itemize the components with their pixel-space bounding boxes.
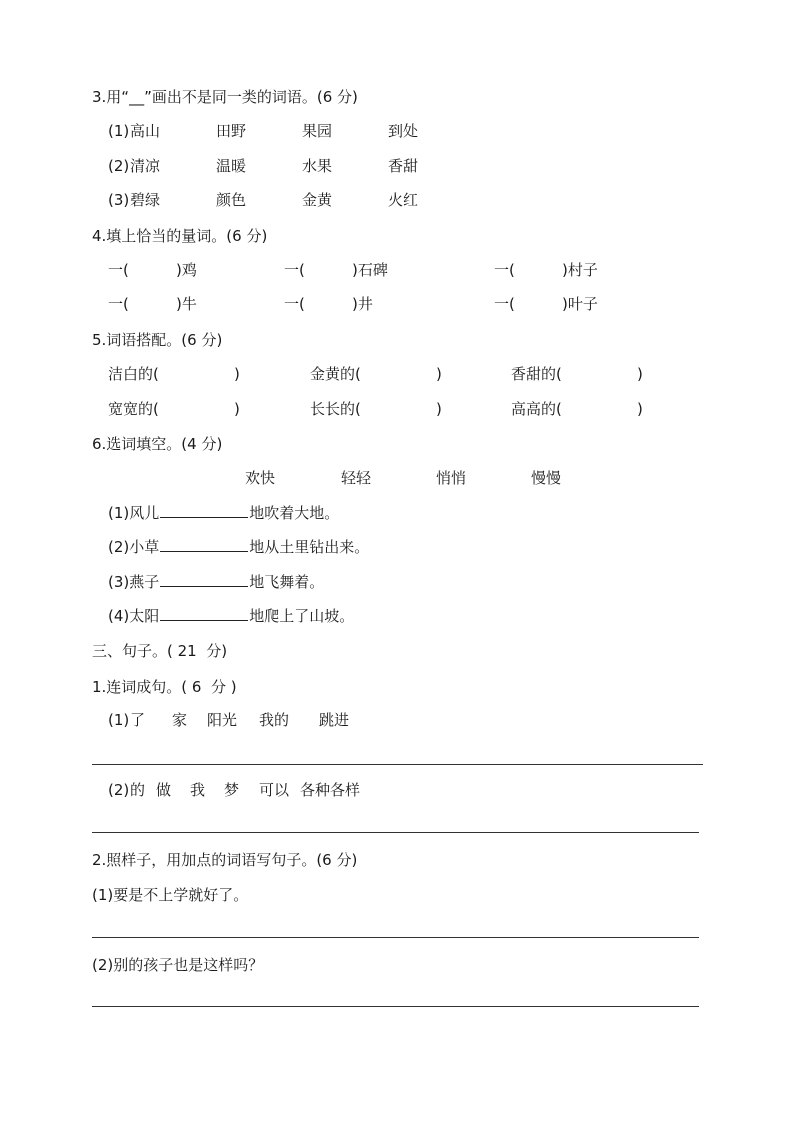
answer-line-4[interactable] bbox=[92, 1006, 699, 1007]
q5-r1-item3: 香甜的( bbox=[511, 365, 562, 383]
s1-item1-word4: 我的 bbox=[259, 711, 290, 729]
q3-row3-word3: 金黄 bbox=[302, 191, 333, 209]
s1-item2-word6: 各种各样 bbox=[300, 781, 361, 799]
q5-title: 5.词语搭配。(6 分) bbox=[92, 331, 223, 349]
q6-item-1 bbox=[108, 503, 339, 523]
q6-item-num: (2) bbox=[108, 538, 130, 556]
s1-item2-word4: 梦 bbox=[224, 781, 240, 799]
q5-r2-close2: ) bbox=[436, 400, 442, 418]
q6-item-after: 地吹着大地。 bbox=[249, 504, 340, 522]
s1-item1-word2: 家 bbox=[172, 711, 188, 729]
s1-item2-word3: 我 bbox=[190, 781, 206, 799]
q6-item-after: 地飞舞着。 bbox=[249, 573, 325, 591]
q3-row2-word1: 清凉 bbox=[130, 157, 161, 175]
q4-r1-close3: )村子 bbox=[562, 261, 598, 279]
q5-r1-item2: 金黄的( bbox=[310, 365, 361, 383]
q3-row3-word4: 火红 bbox=[388, 191, 419, 209]
q3-title: 3.用“__”画出不是同一类的词语。(6 分) bbox=[92, 88, 358, 106]
q3-row2-word4: 香甜 bbox=[388, 157, 419, 175]
q6-option-2: 轻轻 bbox=[341, 469, 372, 487]
s1-item1-word5: 跳进 bbox=[319, 711, 350, 729]
q5-r1-close2: ) bbox=[436, 365, 442, 383]
q5-r1-item1: 洁白的( bbox=[108, 365, 159, 383]
answer-blank[interactable] bbox=[160, 572, 248, 587]
s1-item1-word1: 了 bbox=[130, 711, 146, 729]
s2-item1 bbox=[92, 885, 248, 905]
s1-item2-word5: 可以 bbox=[259, 781, 290, 799]
q5-r2-item3: 高高的( bbox=[511, 400, 562, 418]
q4-r1-open2: 一( bbox=[284, 261, 305, 279]
q6-item-num: (4) bbox=[108, 607, 130, 625]
q4-r1-open1: 一( bbox=[108, 261, 129, 279]
q6-item-before: 燕子 bbox=[129, 573, 160, 591]
s1-item1-word3: 阳光 bbox=[207, 711, 238, 729]
s2-item-num: (2) bbox=[92, 956, 114, 974]
answer-line-2[interactable] bbox=[92, 832, 699, 833]
q6-option-4: 慢慢 bbox=[531, 469, 562, 487]
q3-row1-word1: 高山 bbox=[130, 122, 161, 140]
q6-item-2 bbox=[108, 537, 369, 557]
q3-row3-word2: 颜色 bbox=[216, 191, 247, 209]
q5-r2-item2: 长长的( bbox=[310, 400, 361, 418]
q3-row1-word3: 果园 bbox=[302, 122, 333, 140]
answer-line-3[interactable] bbox=[92, 937, 699, 938]
section3-title: 三、句子。( 21 分) bbox=[92, 642, 228, 660]
q6-item-before: 风儿 bbox=[129, 504, 160, 522]
q5-r2-item1: 宽宽的( bbox=[108, 400, 159, 418]
q6-item-num: (3) bbox=[108, 573, 130, 591]
q5-r1-close1: ) bbox=[234, 365, 240, 383]
q3-row2-num: (2) bbox=[108, 157, 130, 175]
q6-item-after: 地从土里钻出来。 bbox=[249, 538, 370, 556]
q5-r2-close3: ) bbox=[637, 400, 643, 418]
q5-r2-close1: ) bbox=[234, 400, 240, 418]
q4-r2-open2: 一( bbox=[284, 295, 305, 313]
q3-row3-word1: 碧绿 bbox=[130, 191, 161, 209]
s2-title: 2.照样子，用加点的词语写句子。(6 分) bbox=[92, 851, 358, 869]
q3-row3-num: (3) bbox=[108, 191, 130, 209]
q6-item-before: 小草 bbox=[129, 538, 160, 556]
s1-item2-num: (2) bbox=[108, 781, 130, 799]
q4-r1-open3: 一( bbox=[494, 261, 515, 279]
q4-r2-close2: )井 bbox=[352, 295, 373, 313]
q4-r1-close1: )鸡 bbox=[176, 261, 197, 279]
q5-r1-close3: ) bbox=[637, 365, 643, 383]
q4-title: 4.填上恰当的量词。(6 分) bbox=[92, 227, 268, 245]
q6-title: 6.选词填空。(4 分) bbox=[92, 435, 223, 453]
q6-option-1: 欢快 bbox=[245, 469, 276, 487]
q4-r2-open1: 一( bbox=[108, 295, 129, 313]
q3-row1-word2: 田野 bbox=[216, 122, 247, 140]
s2-item-num: (1) bbox=[92, 886, 114, 904]
s2-item2 bbox=[92, 955, 263, 975]
answer-line-1[interactable] bbox=[92, 764, 703, 765]
s1-item2-word2: 做 bbox=[156, 781, 172, 799]
q6-item-num: (1) bbox=[108, 504, 130, 522]
q3-row2-word2: 温暖 bbox=[216, 157, 247, 175]
q4-r1-close2: )石碑 bbox=[352, 261, 388, 279]
s1-item1-num: (1) bbox=[108, 711, 130, 729]
q4-r2-close3: )叶子 bbox=[562, 295, 598, 313]
q4-r2-open3: 一( bbox=[494, 295, 515, 313]
q3-row1-word4: 到处 bbox=[388, 122, 419, 140]
answer-blank[interactable] bbox=[160, 537, 248, 552]
q4-r2-close1: )牛 bbox=[176, 295, 197, 313]
q6-item-4 bbox=[108, 606, 354, 626]
q6-option-3: 悄悄 bbox=[436, 469, 467, 487]
q3-row1-num: (1) bbox=[108, 122, 130, 140]
q3-row2-word3: 水果 bbox=[302, 157, 333, 175]
q6-item-after: 地爬上了山坡。 bbox=[249, 607, 355, 625]
q6-item-3 bbox=[108, 572, 324, 592]
s1-item2-word1: 的 bbox=[130, 781, 146, 799]
q6-item-before: 太阳 bbox=[129, 607, 160, 625]
s1-title: 1.连词成句。( 6 分 ) bbox=[92, 678, 237, 696]
s2-item-text: 别的孩子也是这样吗？ bbox=[113, 956, 264, 974]
answer-blank[interactable] bbox=[160, 606, 248, 621]
answer-blank[interactable] bbox=[160, 503, 248, 518]
s2-item-text: 要是不上学就好了。 bbox=[113, 886, 249, 904]
